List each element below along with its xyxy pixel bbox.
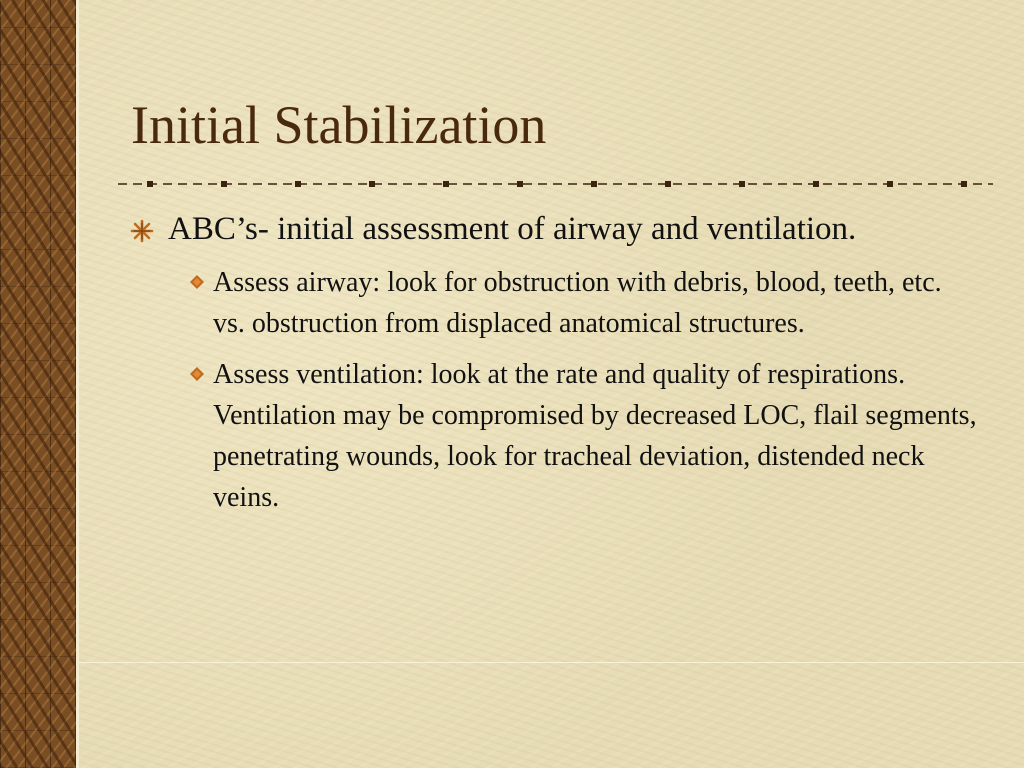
divider-dot xyxy=(887,181,893,187)
title-divider xyxy=(118,176,993,192)
sub-bullet-text: Assess airway: look for obstruction with debris, blood, teeth, etc. vs. obstruction from displaced anatomical structures. xyxy=(213,267,942,339)
diamond-bullet-icon xyxy=(190,367,204,381)
divider-dot xyxy=(221,181,227,187)
sub-bullet-item xyxy=(130,262,980,344)
slide-body xyxy=(130,206,980,518)
divider-dot xyxy=(443,181,449,187)
divider-dot xyxy=(961,181,967,187)
divider-dot xyxy=(295,181,301,187)
divider-dot xyxy=(739,181,745,187)
asterisk-bullet-icon xyxy=(130,219,154,243)
diamond-bullet-icon xyxy=(190,275,204,289)
divider-dot xyxy=(591,181,597,187)
footer-rule xyxy=(79,662,1024,663)
bullet-text: ABC’s- initial assessment of airway and ventilation. xyxy=(168,211,857,247)
divider-dot xyxy=(813,181,819,187)
sub-bullet-text: Assess ventilation: look at the rate and quality of respirations. Ventilation may be compromised by decreased LOC, flail segments, penetrating wounds, look for tracheal deviation, distended neck veins. xyxy=(213,359,977,513)
divider-dot xyxy=(147,181,153,187)
decorative-wood-strip xyxy=(0,0,76,768)
divider-dot xyxy=(517,181,523,187)
slide-title: Initial Stabilization xyxy=(131,95,547,155)
bullet-item xyxy=(130,206,980,253)
divider-dot xyxy=(665,181,671,187)
sub-bullet-item xyxy=(130,354,980,518)
divider-dot xyxy=(369,181,375,187)
strip-edge-line xyxy=(76,0,79,768)
